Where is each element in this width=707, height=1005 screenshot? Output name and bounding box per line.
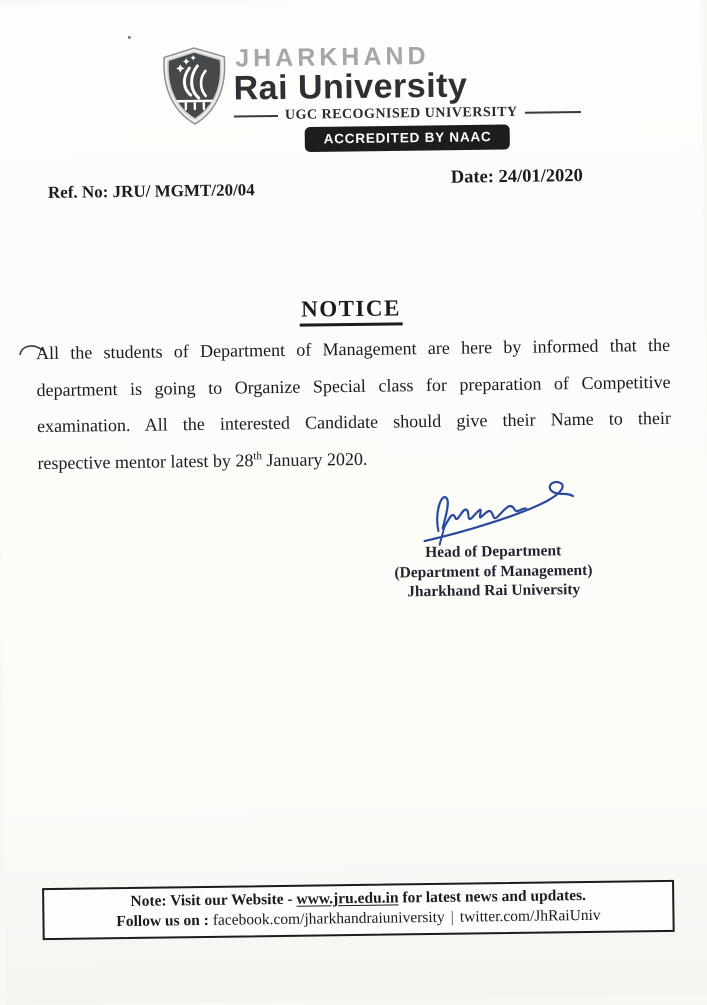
separator: | xyxy=(450,908,454,926)
footer-note-prefix: Note: Visit our Website - xyxy=(130,890,297,910)
notice-body xyxy=(36,327,672,481)
handwritten-signature-icon xyxy=(422,477,579,547)
recognition-text: UGC RECOGNISED UNIVERSITY xyxy=(284,104,518,123)
footer-note-suffix: for latest news and updates. xyxy=(398,886,587,907)
facebook-handle: facebook.com/jharkhandraiuniversity xyxy=(212,908,445,929)
notice-title: NOTICE xyxy=(299,295,403,326)
follow-us-label: Follow us on : xyxy=(116,911,213,931)
scan-speck-artifact xyxy=(128,36,131,39)
last-line-text: January 2020. xyxy=(261,448,368,470)
signatory-organization: Jharkhand Rai University xyxy=(407,581,581,601)
divider-line-right xyxy=(525,111,581,114)
website-url: www.jru.edu.in xyxy=(296,889,399,908)
org-name: Rai University xyxy=(233,66,468,108)
paragraph-line: examination. All the interested Candidate should give their Name to their xyxy=(36,407,672,437)
last-line-text: respective mentor latest by 28 xyxy=(37,449,254,473)
paragraph-line: department is going to Organize Special class for preparation of Competitive xyxy=(36,371,671,400)
twitter-handle: twitter.com/JhRaiUniv xyxy=(459,906,601,926)
signatory-details xyxy=(391,541,597,602)
university-shield-icon xyxy=(160,46,229,127)
issue-date: Date: 24/01/2020 xyxy=(450,165,583,188)
paragraph-line: All the students of Department of Management are here by informed that the xyxy=(35,334,671,364)
university-logo xyxy=(160,41,581,152)
paragraph-line xyxy=(37,436,671,481)
signature-block xyxy=(390,477,597,602)
university-logo-text xyxy=(233,41,581,152)
ordinal-superscript: th xyxy=(253,449,262,462)
notice-title-row xyxy=(0,291,705,330)
naac-accreditation-badge: ACCREDITED BY NAAC xyxy=(306,126,508,151)
signatory-department: (Department of Management) xyxy=(394,561,593,581)
org-name-small: JHARKHAND xyxy=(235,41,430,73)
footer-note-box xyxy=(42,880,675,940)
signatory-title: Head of Department xyxy=(425,542,562,562)
divider-line-left xyxy=(234,115,278,118)
recognition-line xyxy=(234,104,581,125)
reference-number: Ref. No: JRU/ MGMT/20/04 xyxy=(47,180,255,202)
